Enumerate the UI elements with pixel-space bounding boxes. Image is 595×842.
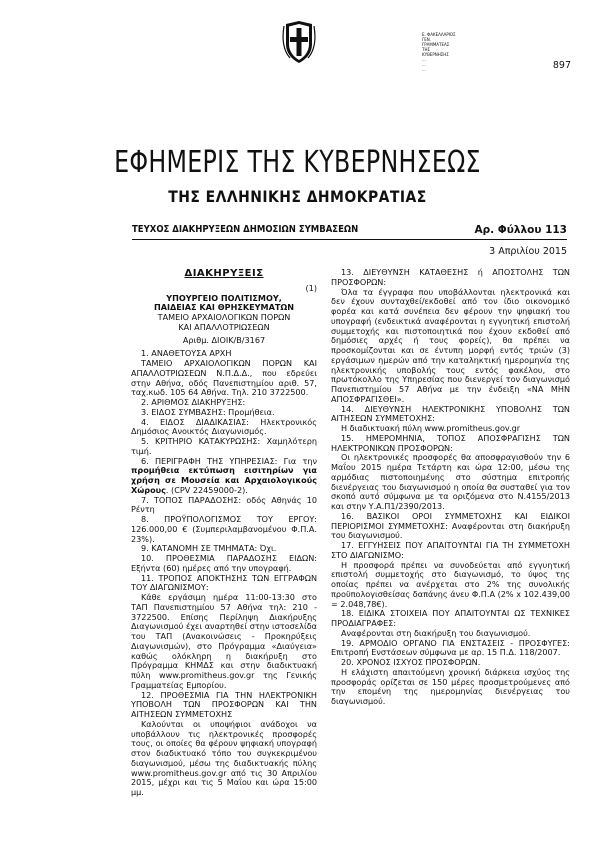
paragraph: 20. ΧΡΟΝΟΣ ΙΣΧΥΟΣ ΠΡΟΣΦΟΡΩΝ. — [341, 657, 481, 667]
paragraph: 13. ΔΙΕΥΘΥΝΣΗ ΚΑΤΑΘΕΣΗΣ ή ΑΠΟΣΤΟΛΗΣ ΤΩΝ ΠΡΟΣΦΟΡΩΝ: — [331, 267, 570, 287]
sheet-number: Αρ. Φύλλου 113 — [474, 224, 567, 236]
paragraph: ΤΑΜΕΙΟ ΑΡΧΑΙΟΛΟΓΙΚΩΝ ΠΟΡΩΝ ΚΑΙ ΑΠΑΛΛΟΤΡΙΩΣΕΩΝ Ν.Π.Δ.Δ., που εδρεύει στην Αθήνα, οδός Πανεπιστημίου αριθ. 57, ταχ.κωδ. 105 64 Αθήνα. Τηλ. 210 3722500. — [131, 358, 317, 398]
ministry-name-2: ΠΑΙΔΕΙΑΣ ΚΑΙ ΘΡΗΣΚΕΥΜΑΤΩΝ — [153, 302, 295, 313]
paragraph: 2. ΑΡΙΘΜΟΣ ΔΙΑΚΗΡΥΞΗΣ: — [141, 397, 246, 407]
paragraph: 1. ΑΝΑΘΕΤΟΥΣΑ ΑΡΧΗ — [141, 348, 232, 359]
paragraph: 6. ΠΕΡΙΓΡΑΦΗ ΤΗΣ ΥΠΗΡΕΣΙΑΣ: Για την προμήθεια εκτύπωση εισιτηρίων για χρήση σε Μουσεία και Αρχαιολογικούς Χώρους. (CPV 22459000-2). — [131, 455, 317, 495]
paragraph: 12. ΠΡΟΘΕΣΜΙΑ ΓΙΑ ΤΗΝ ΗΛΕΚΤΡΟΝΙΚΗ ΥΠΟΒΟΛΗ ΤΩΝ ΠΡΟΣΦΟΡΩΝ ΚΑΙ ΤΗΝ ΑΙΤΗΣΕΩΝ ΣΥΜΜΕΤΟΧΗΣ — [131, 689, 317, 719]
paragraph: 9. ΚΑΤΑΝΟΜΗ ΣΕ ΤΜΗΜΑΤΑ: Όχι. — [141, 543, 277, 554]
gazette-title: ΕΦΗΜΕΡΙΣ ΤΗΣ ΚΥΒΕΡΝΗΣΕΩΣ — [114, 145, 481, 180]
gazette-subtitle: ΤΗΣ ΕΛΛΗΝΙΚΗΣ ΔΗΜΟΚΡΑΤΙΑΣ — [168, 188, 427, 206]
issue-date: 3 Απριλίου 2015 — [489, 246, 567, 257]
page-number: 897 — [552, 60, 571, 71]
paragraph: Αναφέρονται στη διακήρυξη του διαγωνισμού. — [341, 627, 531, 638]
paragraph: 11. ΤΡΟΠΟΣ ΑΠΟΚΤΗΣΗΣ ΤΩΝ ΕΓΓΡΑΦΩΝ ΤΟΥ ΔΙΑΓΩΝΙΣΜΟΥ: — [131, 572, 317, 593]
paragraph: Η προσφορά πρέπει να συνοδεύεται από εγγυητική επιστολή συμμετοχής στο διαγωνισμό, το ύψος της οποίας πρέπει να ανέρχεται στο 2% της συνολικής προϋπολογισθείσας δαπάνης άνευ Φ.Π.Α (2% x 102.439,00 = 2.048,78€). — [331, 559, 570, 609]
paragraph: Η διαδικτυακή πύλη www.promitheus.gov.gr — [341, 423, 521, 433]
paragraph: 7. ΤΟΠΟΣ ΠΑΡΑΔΟΣΗΣ: οδός Αθηνάς 10 Ρέντη — [131, 494, 317, 515]
paragraph: 17. ΕΓΓΥΗΣΕΙΣ ΠΟΥ ΑΠΑΙΤΟΥΝΤΑΙ ΓΙΑ ΤΗ ΣΥΜΜΕΤΟΧΗ ΣΤΟ ΔΙΑΓΩΝΙΣΜΟ: — [331, 540, 570, 560]
left-column — [131, 268, 317, 798]
paragraph: 19. ΑΡΜΟΔΙΟ ΟΡΓΑΝΟ ΓΙΑ ΕΝΣΤΑΣΕΙΣ - ΠΡΟΣΦΥΓΕΣ: Επιτροπή Ενστάσεων σύμφωνα με αρ. 15 Π.Δ. 118/2007. — [331, 637, 570, 658]
paragraph: 18. ΕΙΔΙΚΑ ΣΤΟΙΧΕΙΑ ΠΟΥ ΑΠΑΙΤΟΥΝΤΑΙ ΩΣ ΤΕΧΝΙΚΕΣ ΠΡΟΔΙΑΓΡΑΦΕΣ: — [331, 608, 570, 628]
paragraph: 10. ΠΡΟΘΕΣΜΙΑ ΠΑΡΑΔΟΣΗΣ ΕΙΔΩΝ: Εξήντα (60) ημέρες από την υπογραφή. — [131, 553, 317, 573]
paragraph: 15. ΗΜΕΡΟΜΗΝΙΑ, ΤΟΠΟΣ ΑΠΟΣΦΡΑΓΙΣΗΣ ΤΩΝ ΗΛΕΚΤΡΟΝΙΚΩΝ ΠΡΟΣΦΟΡΩΝ: — [331, 432, 570, 453]
paragraph: 14. ΔΙΕΥΘΥΝΣΗ ΗΛΕΚΤΡΟΝΙΚΗΣ ΥΠΟΒΟΛΗΣ ΤΩΝ ΑΙΤΗΣΕΩΝ ΣΥΜΜΕΤΟΧΗΣ: — [331, 403, 570, 424]
ministry-name: ΥΠΟΥΡΓΕΙΟ ΠΟΛΙΤΙΣΜΟΥ, — [166, 292, 282, 303]
fund-name: ΤΑΜΕΙΟ ΑΡΧΑΙΟΛΟΓΙΚΩΝ ΠΟΡΩΝ — [157, 312, 291, 322]
signature-stamp: Ε. ΦΑΚΕΛΛΑΡΙΟΣ ΓΕΝ. ΓΡΑΜΜΑΤΕΑΣ ΤΗΣ ΚΥΒΕΡΝΗΣΗΣ ... ... ... — [422, 32, 456, 72]
paragraph: Η ελάχιστη απαιτούμενη χρονική διάρκεια ισχύος της προσφοράς ορίζεται σε 150 μέρες προσμετρούμενες από την επομένη της ημερομηνίας διενέργειας του διαγωνισμού. — [331, 666, 570, 706]
item-number: (1) — [305, 282, 317, 293]
section-title: ΔΙΑΚΗΡΥΞΕΙΣ — [184, 268, 264, 279]
paragraph: Οι ηλεκτρονικές προσφορές θα αποσφραγισθούν την 6 Μαΐου 2015 ημέρα Τετάρτη και ώρα 12:00, μέσω της αρμόδιας πιστοποιημένης στο σύστημα επιτροπής διενέργειας του διαγωνισμού η οποία θα συσταθεί για τον σκοπό αυτό σύμφωνα με τα οριζόμενα στο Ν.4155/2013 και στην Υ.Α.Π1/2390/2013. — [331, 452, 570, 511]
paragraph: Καλούνται οι υποψήφιοι ανάδοχοι να υποβάλλουν τις ηλεκτρονικές προσφορές τους, οι οποίες θα φέρουν ψηφιακή υπογραφή στον διαδικτυακό τόπο του συγκεκριμένου διαγωνισμού, μέσω της διαδικτυακής πύλης www.promitheus.gov.gr από τις 30 Απριλίου 2015, μέχρι και τις 5 Μαΐου και ώρα 15:00 μμ. — [131, 718, 317, 797]
header-divider — [132, 239, 567, 240]
paragraph: 4. ΕΙΔΟΣ ΔΙΑΔΙΚΑΣΙΑΣ: Ηλεκτρονικός Δημόσιος Ανοικτός Διαγωνισμός. — [131, 416, 317, 437]
greek-coat-of-arms-icon — [282, 20, 316, 64]
paragraph: 16. ΒΑΣΙΚΟΙ ΟΡΟΙ ΣΥΜΜΕΤΟΧΗΣ ΚΑΙ ΕΙΔΙΚΟΙ ΠΕΡΙΟΡΙΣΜΟΙ ΣΥΜΜΕΤΟΧΗΣ: Αναφέρονται στη διακήρυξη του διαγωνισμού. — [331, 510, 570, 541]
paragraph: 3. ΕΙΔΟΣ ΣΥΜΒΑΣΗΣ: Προμήθεια. — [141, 406, 275, 417]
fund-name-2: ΚΑΙ ΑΠΑΛΛΟΤΡΙΩΣΕΩΝ — [178, 321, 270, 332]
issue-type: ΤΕΥΧΟΣ ΔΙΑΚΗΡΥΞΕΩΝ ΔΗΜΟΣΙΩΝ ΣΥΜΒΑΣΕΩΝ — [132, 224, 359, 235]
paragraph: Όλα τα έγγραφα που υποβάλλονται ηλεκτρονικά και δεν έχουν συνταχθεί/εκδοθεί από τον ίδιο οικονομικό φορέα και κατά συνέπεια δεν φέρουν την ψηφιακή του υπογραφή (ενδεικτικά αναφέρονται η εγγυητική επιστολή συμμετοχής και πιστοποιητικά που έχουν εκδοθεί από δημόσιες αρχές ή τους φορείς), θα πρέπει να προσκομίζονται και σε έντυπη μορφή εντός τριών (3) εργάσιμων ημερών από την καταληκτική ημερομηνία της ηλεκτρονικής υποβολής τους εντός φακέλου, στο πρωτόκολλο της Υπηρεσίας που διενεργεί τον διαγωνισμό Πανεπιστημίου 57 Αθήνα με την ένδειξη «ΝΑ ΜΗΝ ΑΠΟΣΦΡΑΓΙΣΘΕΙ». — [331, 286, 570, 404]
paragraph: 8. ΠΡΟΫΠΟΛΟΓΙΣΜΟΣ ΤΟΥ ΕΡΓΟΥ: 126.000,00 € (Συμπεριλαμβανομένου Φ.Π.Α. 23%). — [131, 514, 317, 544]
paragraph: Κάθε εργάσιμη ημέρα 11:00-13:30 στο ΤΑΠ Πανεπιστημίου 57 Αθήνα τηλ: 210 - 3722500. Επίσης Περίληψη Διακήρυξης Διαγωνισμού έχει αναρτηθεί στην ιστοσελίδα του ΤΑΠ (Ανακοινώσεις - Προκηρύξεις Διαγωνισμών), στο Πρόγραμμα «Διαύγεια» καθώς ολόκληρη η διακήρυξη στο Πρόγραμμα ΚΗΜΔΣ και στην διαδικτυακή πύλη www.promitheus.gov.gr της Γενικής Γραμματείας Εμπορίου. — [131, 592, 317, 690]
paragraph: 5. ΚΡΙΤΗΡΙΟ ΚΑΤΑΚΥΡΩΣΗΣ: Χαμηλότερη τιμή. — [131, 436, 317, 456]
right-column — [331, 268, 570, 707]
reference-number: Αριθμ. ΔΙΟΙΚ/Β/3167 — [182, 334, 266, 345]
